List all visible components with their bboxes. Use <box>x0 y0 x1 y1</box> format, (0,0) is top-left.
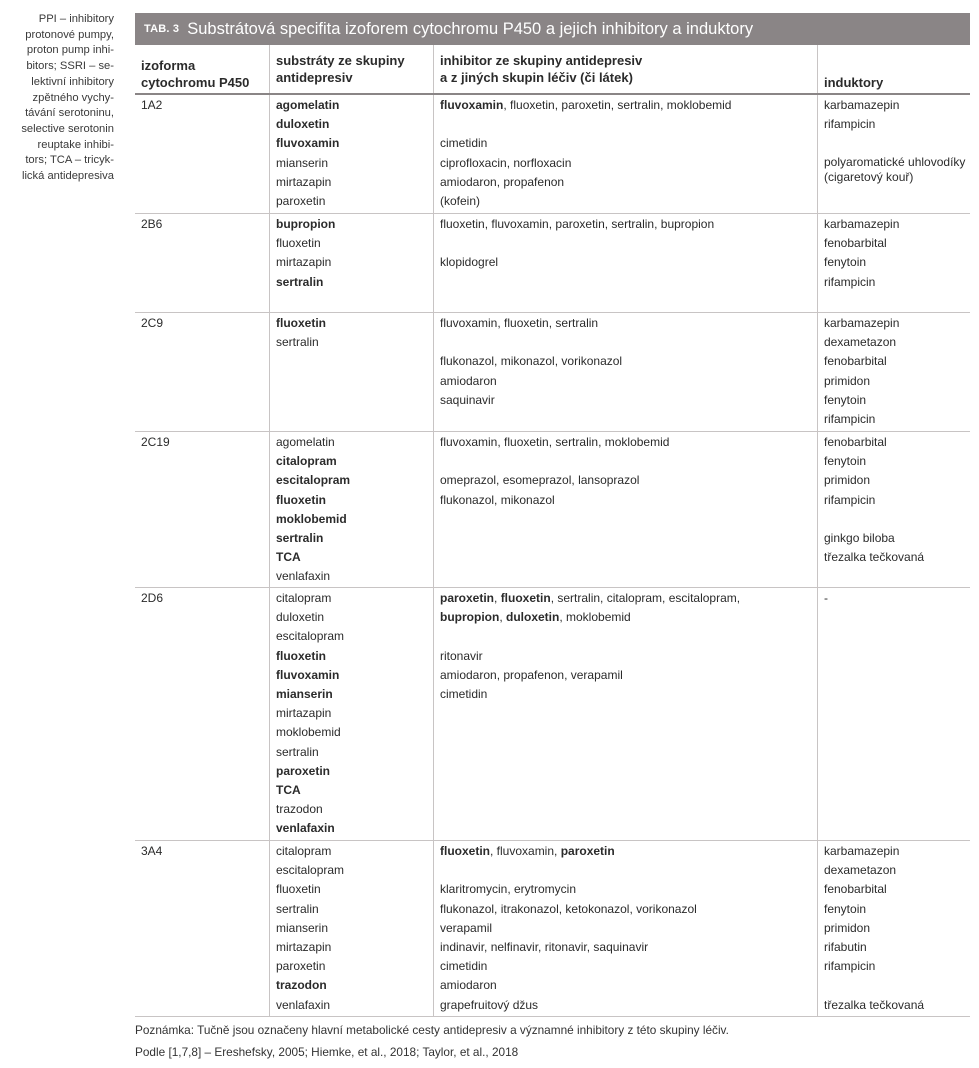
isoform-cell <box>135 841 269 1016</box>
table-row <box>135 841 970 1017</box>
inhibitors-cell <box>433 313 817 431</box>
cell-line <box>440 134 817 153</box>
term: třezalka tečkovaná <box>824 997 925 1012</box>
header-inhibitors <box>433 45 817 93</box>
term: mirtazapin <box>276 940 332 955</box>
cell-line <box>276 491 433 510</box>
term: , fluvoxamin, <box>490 844 561 858</box>
bold-term: duloxetin <box>276 117 330 132</box>
cell-line <box>824 529 970 548</box>
sidenote-line: PPI – inhibitory <box>38 13 114 25</box>
term: fluoxetin <box>276 882 321 897</box>
bold-term: paroxetin <box>560 844 615 858</box>
term: fluvoxamin, fluoxetin, sertralin, moklobemid <box>440 435 670 449</box>
sidenote-line: zpětného vychy- <box>32 91 114 104</box>
sidenote-line: proton pump inhi- <box>26 44 114 57</box>
inhibitors-cell <box>433 95 817 213</box>
abbreviations-sidenote <box>0 12 114 185</box>
inhibitors-cell <box>433 214 817 312</box>
note-bold-explanation: Poznámka: Tučně jsou označeny hlavní metabolické cesty antidepresiv a významné inhibitory z této skupiny léčiv. <box>135 1023 729 1037</box>
cell-line <box>276 685 433 704</box>
term: escitalopram <box>276 863 345 878</box>
table-row <box>135 95 970 214</box>
cell-line <box>276 548 433 567</box>
cell-line <box>276 919 433 938</box>
cell-line <box>440 314 817 333</box>
inhibitors-cell <box>433 432 817 587</box>
term: rifabutin <box>824 940 867 955</box>
term: omeprazol, esomeprazol, lansoprazol <box>440 473 640 488</box>
cell-line <box>824 548 970 567</box>
cell-line <box>276 314 433 333</box>
sidenote-line: protonové pumpy, <box>25 28 114 41</box>
term: venlafaxin <box>276 997 331 1012</box>
term: karbamazepin <box>824 98 900 112</box>
cell-line <box>276 234 433 253</box>
term: (kofein) <box>440 194 481 208</box>
term: venlafaxin <box>276 569 331 584</box>
cell-line <box>440 372 817 391</box>
isoform-name: 2D6 <box>141 591 164 605</box>
cell-line <box>276 996 433 1015</box>
substrates-cell <box>269 841 433 1016</box>
cell-line <box>440 452 817 471</box>
term: flukonazol, itrakonazol, ketokonazol, vorikonazol <box>440 901 697 916</box>
bold-term: agomelatin <box>276 98 340 112</box>
term: ritonavir <box>440 648 483 663</box>
inducers-cell <box>817 432 970 587</box>
term: , moklobemid <box>559 610 631 625</box>
cell-line <box>824 938 970 957</box>
table-row <box>135 214 970 313</box>
inducers-cell <box>817 841 970 1016</box>
term: karbamazepin <box>824 217 900 231</box>
term: cimetidin <box>440 959 488 974</box>
cell-line <box>276 647 433 666</box>
inducers-cell <box>817 214 970 312</box>
cell-line <box>440 861 817 880</box>
cell-line <box>440 842 817 861</box>
cell-line <box>276 471 433 490</box>
cell-line <box>824 352 970 371</box>
bold-term: sertralin <box>276 531 324 546</box>
cell-line <box>824 333 970 352</box>
cell-line <box>276 433 433 452</box>
cell-line <box>440 938 817 957</box>
cell-line <box>276 800 433 819</box>
header-substrates <box>269 45 433 93</box>
sidenote-line: tors; TCA – tricyk- <box>25 154 114 167</box>
term: ginkgo biloba <box>824 531 895 545</box>
sidenote-line: reuptake inhibi- <box>37 138 114 151</box>
cell-line <box>440 154 817 173</box>
cell-line <box>440 173 817 192</box>
term: flukonazol, mikonazol, vorikonazol <box>440 354 623 369</box>
bold-term: fluoxetin <box>276 648 326 663</box>
term: primidon <box>824 373 871 388</box>
term: duloxetin <box>276 610 325 625</box>
table-notes <box>135 1019 729 1063</box>
substrates-cell <box>269 313 433 431</box>
cell-line <box>440 491 817 510</box>
bold-term: TCA <box>276 783 301 798</box>
term: třezalka tečkovaná <box>824 550 925 565</box>
term: indinavir, nelfinavir, ritonavir, saquinavir <box>440 940 649 954</box>
term: fenytoin <box>824 392 867 407</box>
cell-line <box>824 314 970 333</box>
cell-line <box>440 192 817 211</box>
header-inducers-label: induktory <box>824 74 884 90</box>
cell-line <box>824 996 970 1015</box>
term: amiodaron <box>440 978 497 993</box>
cell-line <box>276 452 433 471</box>
cell-line <box>440 471 817 490</box>
cell-line <box>276 666 433 685</box>
substrates-cell <box>269 588 433 840</box>
cell-line <box>440 391 817 410</box>
cell-line <box>824 215 970 234</box>
cell-line <box>276 957 433 976</box>
isoform-name: 3A4 <box>141 844 163 858</box>
cell-line <box>276 627 433 646</box>
cell-line <box>440 253 817 272</box>
table-row <box>135 588 970 841</box>
bold-term: trazodon <box>276 978 327 993</box>
table-label: TAB. 3 <box>144 23 180 35</box>
cell-line <box>440 880 817 899</box>
term: cimetidin <box>440 687 488 701</box>
cell-line <box>276 134 433 153</box>
term: citalopram <box>276 591 332 605</box>
term: rifampicin <box>824 117 876 132</box>
term: escitalopram <box>276 629 345 644</box>
isoform-cell <box>135 313 269 431</box>
sidenote-line: távání serotoninu, <box>25 107 114 120</box>
cell-line <box>276 510 433 529</box>
term: grapefruitový džus <box>440 997 539 1012</box>
inducers-cell <box>817 588 970 840</box>
bold-term: TCA <box>276 550 301 565</box>
isoform-cell <box>135 432 269 587</box>
cell-line <box>824 957 970 976</box>
cell-line <box>276 819 433 838</box>
table-grid <box>135 45 970 1017</box>
term: citalopram <box>276 844 332 858</box>
term: dexametazon <box>824 335 897 350</box>
cell-line <box>824 253 970 272</box>
cell-line <box>440 627 817 646</box>
cell-line <box>440 996 817 1015</box>
cell-line <box>276 842 433 861</box>
term: fenytoin <box>824 255 867 270</box>
table-title: Substrátová specifita izoforem cytochromu P450 a jejich inhibitory a induktory <box>187 19 754 38</box>
header-substrates-line-2: antidepresiv <box>276 69 353 85</box>
isoform-cell <box>135 95 269 213</box>
term: agomelatin <box>276 435 335 449</box>
bold-term: venlafaxin <box>276 821 335 836</box>
term: polyaromatické uhlovodíky (cigaretový kouř) <box>824 154 966 185</box>
bold-term: fluoxetin <box>440 844 490 858</box>
term: sertralin <box>276 335 319 350</box>
term: sertralin <box>276 744 319 759</box>
bold-term: fluvoxamin <box>440 98 504 112</box>
term: klopidogrel <box>440 255 499 270</box>
cell-line <box>276 154 433 173</box>
term: mianserin <box>276 920 329 935</box>
cell-line <box>440 352 817 371</box>
bold-term: fluvoxamin <box>276 136 340 151</box>
term: fluoxetin, fluvoxamin, paroxetin, sertralin, bupropion <box>440 217 715 231</box>
cell-line <box>824 880 970 899</box>
cell-line <box>276 173 433 192</box>
cell-line <box>824 919 970 938</box>
cell-line <box>824 471 970 490</box>
cell-line <box>276 192 433 211</box>
header-isoform <box>135 45 269 93</box>
cell-line <box>276 704 433 723</box>
inducers-cell <box>817 313 970 431</box>
term: paroxetin <box>276 194 326 209</box>
term: rifampicin <box>824 492 876 507</box>
bold-term: fluoxetin <box>276 316 326 330</box>
inhibitors-cell <box>433 588 817 840</box>
cell-line <box>440 333 817 352</box>
term: , fluoxetin, paroxetin, sertralin, moklobemid <box>503 98 732 112</box>
cell-line <box>824 134 970 153</box>
cell-line <box>276 567 433 586</box>
table-row <box>135 432 970 588</box>
bold-term: citalopram <box>276 454 337 469</box>
cell-line <box>824 234 970 253</box>
cyp450-table <box>135 13 970 1017</box>
bold-term: mianserin <box>276 687 333 702</box>
cell-line <box>440 647 817 666</box>
substrates-cell <box>269 214 433 312</box>
cell-line <box>824 900 970 919</box>
inducers-cell <box>817 95 970 213</box>
term: fenytoin <box>824 901 867 916</box>
cell-line <box>824 842 970 861</box>
cell-line <box>824 115 970 134</box>
term: amiodaron, propafenon <box>440 174 565 189</box>
inhibitors-cell <box>433 841 817 1016</box>
term: , <box>494 591 501 605</box>
bold-term: sertralin <box>276 274 324 289</box>
term: fluvoxamin, fluoxetin, sertralin <box>440 316 599 330</box>
cell-line <box>824 510 970 529</box>
cell-line <box>276 880 433 899</box>
cell-line <box>276 253 433 272</box>
term: fenobarbital <box>824 882 887 897</box>
cell-line <box>276 743 433 762</box>
cell-line <box>276 723 433 742</box>
cell-line <box>440 900 817 919</box>
term: sertralin <box>276 901 319 916</box>
term: amiodaron <box>440 373 497 388</box>
term: primidon <box>824 473 871 488</box>
cell-line <box>440 919 817 938</box>
isoform-name: 2B6 <box>141 217 163 231</box>
cell-line <box>440 115 817 134</box>
cell-line <box>440 234 817 253</box>
table-title-bar <box>135 13 970 45</box>
bold-term: fluoxetin <box>276 492 326 507</box>
cell-line <box>440 215 817 234</box>
term: mirtazapin <box>276 706 332 721</box>
isoform-cell <box>135 214 269 312</box>
table-row <box>135 313 970 432</box>
term: cimetidin <box>440 136 488 151</box>
term: mianserin <box>276 155 329 170</box>
cell-line <box>276 529 433 548</box>
cell-line <box>440 976 817 995</box>
cell-line <box>824 273 970 292</box>
header-isoform-line-2: cytochromu P450 <box>141 74 250 90</box>
cell-line <box>276 273 433 292</box>
cell-line <box>276 781 433 800</box>
term: karbamazepin <box>824 316 900 330</box>
cell-line <box>824 410 970 429</box>
cell-line <box>440 433 817 452</box>
term: karbamazepin <box>824 844 900 858</box>
cell-line <box>824 391 970 410</box>
note-sources: Podle [1,7,8] – Ereshefsky, 2005; Hiemke, et al., 2018; Taylor, et al., 2018 <box>135 1045 519 1059</box>
cell-line <box>276 333 433 352</box>
term: - <box>824 591 828 605</box>
sidenote-line: lektivní inhibitory <box>31 75 114 88</box>
term: , <box>499 610 506 625</box>
term: fenobarbital <box>824 354 887 369</box>
bold-term: bupropion <box>276 217 336 231</box>
bold-term: fluoxetin <box>500 591 551 605</box>
cell-line <box>824 433 970 452</box>
term: klaritromycin, erytromycin <box>440 882 577 897</box>
header-substrates-line-1: substráty ze skupiny <box>276 53 405 68</box>
cell-line <box>276 115 433 134</box>
term: fenobarbital <box>824 435 887 449</box>
term: trazodon <box>276 802 323 817</box>
cell-line <box>824 491 970 510</box>
cell-line <box>824 96 970 115</box>
cell-line <box>276 976 433 995</box>
cell-line <box>440 666 817 685</box>
cell-line <box>276 589 433 608</box>
cell-line <box>276 762 433 781</box>
term: fluoxetin <box>276 236 321 251</box>
cell-line <box>824 976 970 995</box>
term: paroxetin <box>276 959 326 974</box>
sidenote-line: lická antidepresiva <box>21 170 114 183</box>
term: rifampicin <box>824 412 876 427</box>
bold-term: paroxetin <box>440 591 495 605</box>
term: , sertralin, citalopram, escitalopram, <box>550 591 741 605</box>
cell-line <box>440 589 817 608</box>
cell-line <box>440 96 817 115</box>
sidenote-line: bitors; SSRI – se- <box>26 60 114 73</box>
cell-line <box>440 685 817 704</box>
bold-term: paroxetin <box>276 763 331 778</box>
sidenote-line: selective serotonin <box>21 122 114 135</box>
term: dexametazon <box>824 863 897 878</box>
cell-line <box>276 900 433 919</box>
isoform-cell <box>135 588 269 840</box>
cell-line <box>824 372 970 391</box>
cell-line <box>276 96 433 115</box>
bold-term: escitalopram <box>276 473 351 488</box>
cell-line <box>824 589 970 608</box>
substrates-cell <box>269 432 433 587</box>
term: mirtazapin <box>276 174 332 189</box>
term: primidon <box>824 920 871 935</box>
cell-line <box>276 608 433 627</box>
term: amiodaron, propafenon, verapamil <box>440 667 623 682</box>
isoform-name: 1A2 <box>141 98 163 112</box>
term: rifampicin <box>824 274 876 289</box>
cell-line <box>824 452 970 471</box>
term: flukonazol, mikonazol <box>440 492 555 507</box>
substrates-cell <box>269 95 433 213</box>
term: ciprofloxacin, norfloxacin <box>440 155 572 170</box>
term: mirtazapin <box>276 255 332 270</box>
term: verapamil <box>440 920 493 935</box>
cell-line <box>276 861 433 880</box>
table-body <box>135 95 970 1017</box>
header-inducers <box>817 45 970 93</box>
header-inhibitors-line-1: inhibitor ze skupiny antidepresiv <box>440 53 643 68</box>
term: moklobemid <box>276 725 341 740</box>
cell-line <box>440 608 817 627</box>
bold-term: fluvoxamin <box>276 667 340 682</box>
bold-term: duloxetin <box>506 610 560 625</box>
table-header-row <box>135 45 970 95</box>
term: fenytoin <box>824 454 867 469</box>
cell-line <box>276 215 433 234</box>
header-inhibitors-line-2: a z jiných skupin léčiv (či látek) <box>440 69 633 85</box>
cell-line <box>440 957 817 976</box>
cell-line <box>276 938 433 957</box>
bold-term: moklobemid <box>276 511 347 526</box>
bold-term: bupropion <box>440 610 500 625</box>
cell-line <box>824 154 970 188</box>
term: saquinavir <box>440 392 495 407</box>
term: fenobarbital <box>824 236 887 251</box>
cell-line <box>824 861 970 880</box>
term: rifampicin <box>824 959 876 974</box>
isoform-name: 2C9 <box>141 316 164 330</box>
isoform-name: 2C19 <box>141 435 170 449</box>
header-isoform-line-1: izoforma <box>141 58 196 73</box>
